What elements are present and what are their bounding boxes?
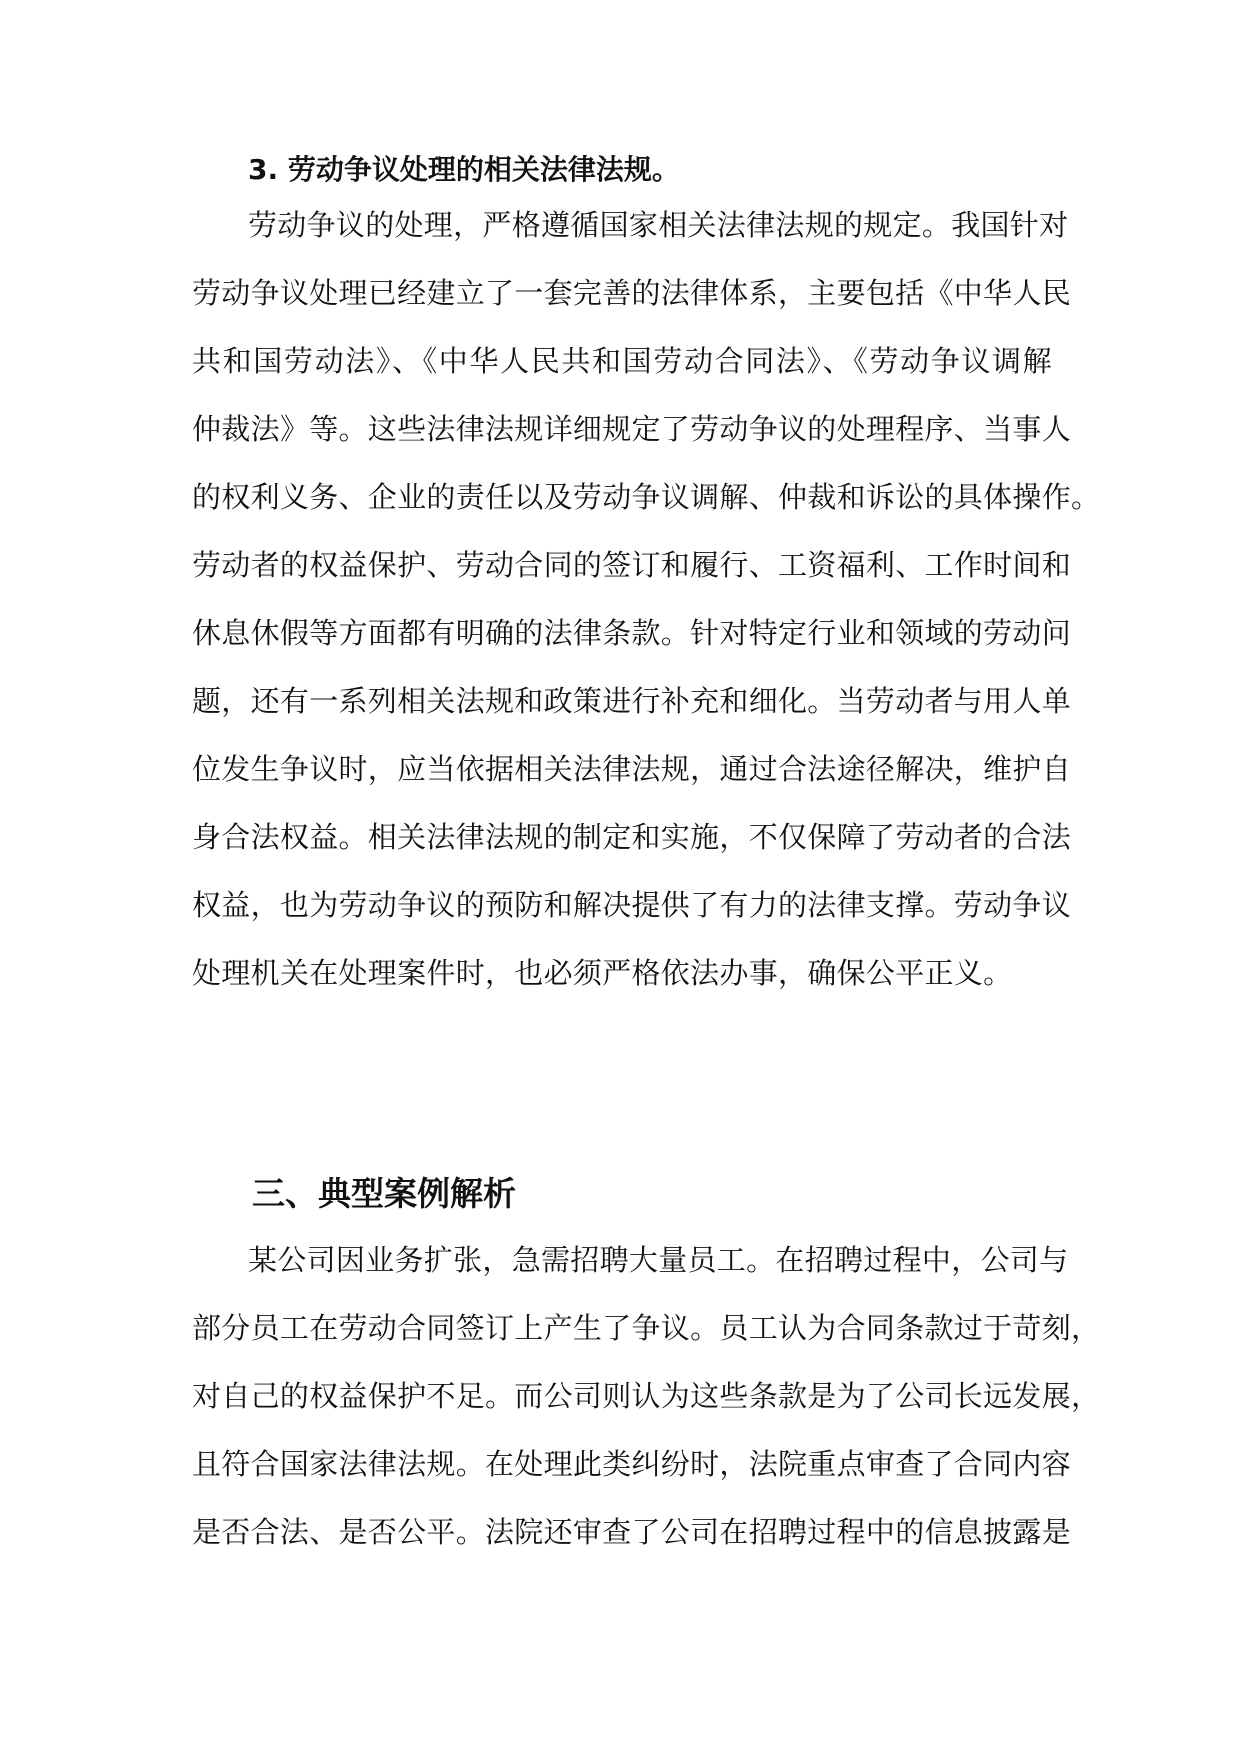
paragraph-line: 权益，也为劳动争议的预防和解决提供了有力的法律支撑。劳动争议: [192, 888, 1072, 922]
paragraph-line: 劳动者的权益保护、劳动合同的签订和履行、工资福利、工作时间和: [192, 548, 1072, 582]
paragraph-line: 题，还有一系列相关法规和政策进行补充和细化。当劳动者与用人单: [192, 684, 1072, 718]
paragraph-line: 是否合法、是否公平。法院还审查了公司在招聘过程中的信息披露是: [192, 1515, 1072, 1549]
paragraph-line: 身合法权益。相关法律法规的制定和实施，不仅保障了劳动者的合法: [192, 820, 1072, 854]
paragraph-line: 劳动争议的处理，严格遵循国家相关法律法规的规定。我国针对: [248, 208, 1069, 242]
paragraph-line: 的权利义务、企业的责任以及劳动争议调解、仲裁和诉讼的具体操作。: [192, 480, 1101, 514]
subsection-heading: 3. 劳动争议处理的相关法律法规。: [248, 153, 680, 186]
paragraph-line-last: 处理机关在处理案件时，也必须严格依法办事，确保公平正义。: [192, 956, 1013, 990]
paragraph-line: 某公司因业务扩张，急需招聘大量员工。在招聘过程中，公司与: [248, 1243, 1069, 1277]
paragraph-line: 位发生争议时，应当依据相关法律法规，通过合法途径解决，维护自: [192, 752, 1072, 786]
paragraph-line: 且符合国家法律法规。在处理此类纠纷时，法院重点审查了合同内容: [192, 1447, 1072, 1481]
paragraph-line: 对自己的权益保护不足。而公司则认为这些条款是为了公司长远发展，: [192, 1379, 1101, 1413]
paragraph-line: 休息休假等方面都有明确的法律条款。针对特定行业和领域的劳动问: [192, 616, 1072, 650]
section-heading: 三、典型案例解析: [252, 1174, 516, 1213]
paragraph-line: 共和国劳动法》、《中华人民共和国劳动合同法》、《劳动争议调解: [192, 344, 1052, 378]
paragraph-line: 部分员工在劳动合同签订上产生了争议。员工认为合同条款过于苛刻，: [192, 1311, 1101, 1345]
paragraph-line: 劳动争议处理已经建立了一套完善的法律体系，主要包括《中华人民: [192, 276, 1072, 310]
paragraph-line: 仲裁法》等。这些法律法规详细规定了劳动争议的处理程序、当事人: [192, 412, 1072, 446]
